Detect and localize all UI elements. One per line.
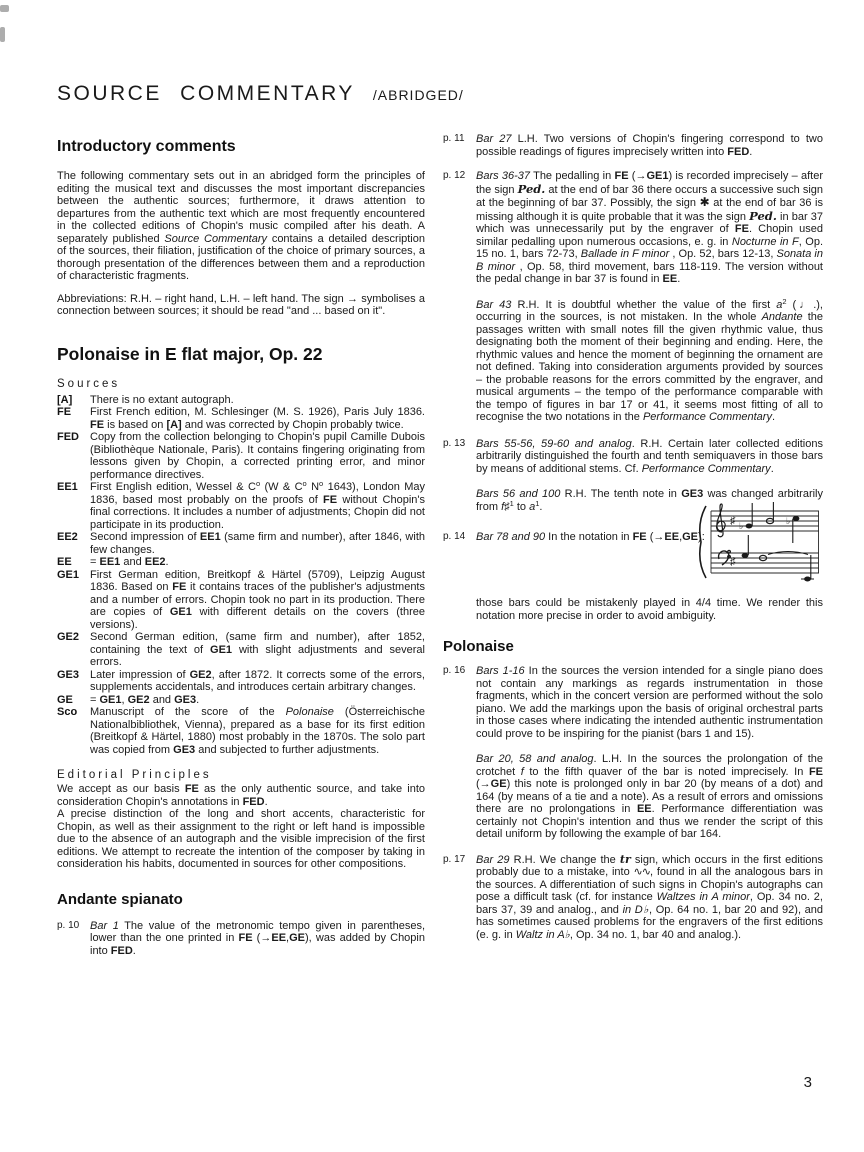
source-siglum: FED xyxy=(57,431,79,443)
source-siglum: GE2 xyxy=(57,631,80,643)
source-siglum: GE xyxy=(57,693,73,706)
source-description: There is no extant autograph. xyxy=(90,393,234,406)
note-text: Bar 29 R.H. We change the tr sign, which occurs in the first editions probably due to a mistake, into ∿∿, found in all the analogous bars in the sources. A differentiation of such signs in Chopin's autographs can pose a difficult task (cf. for instance Waltzes in A minor, Op. 34 no. 2, bars 37, 39 and analog., and in D♭, Op. 64 no. 1, bar 20 and 92), and has sometimes caused problems for the engravers of the first editions (e. g. in Waltz in A♭, Op. 34 no. 1, bar 40 and analog.). xyxy=(476,852,823,941)
note-head xyxy=(793,516,800,521)
note-block-p13 xyxy=(443,438,823,476)
source-siglum: EE2 xyxy=(57,531,78,543)
source-description: Second German edition, (same firm and number), after 1852, containing the text of GE1 with slight adjustments and several errors. xyxy=(90,631,425,668)
note-text: Bars 36-37 The pedalling in FE (→GE1) is recorded imprecisely – after the sign Ped. at the end of bar 36 there occurs a successive such sign at the beginning of bar 37. Possibly, the sign ✱ at the end of bar 36 is missing although it is quite probable that it was the sign Ped. in bar 37 which was unnecessarily put by the engraver of FE. Chopin used similar pedalling upon numerous occasions, e. g. in Nocturne in F, Op. 15 no. 1, bars 72-73, Ballade in F minor , Op. 52, bars 12-13, Sonata in B minor , Op. 58, third movement, bars 118-119. The version without the pedal change in bar 37 is found in EE. xyxy=(476,170,824,285)
treble-clef-icon xyxy=(717,504,726,537)
page-ref: p. 14 xyxy=(443,531,466,542)
source-description: Manuscript of the score of the Polonaise (Österreichische Nationalbibliothek, Vienna), prepared as a base for its first edition (Breitkopf & Härtel, 1880) most probably in the 1870s. The solo part was copied from GE3 and subjected to further adjustments. xyxy=(90,706,425,756)
page-ref: p. 10 xyxy=(57,919,80,931)
flat-sign: ♭ xyxy=(786,516,791,526)
source-siglum: FE xyxy=(57,406,72,418)
note-head xyxy=(742,553,749,558)
sources-heading: Sources xyxy=(57,377,121,390)
source-entry-GE3 xyxy=(57,669,425,694)
page-title-suffix: /ABRIDGED/ xyxy=(372,87,464,103)
source-description: = GE1, GE2 and GE3. xyxy=(90,693,200,706)
music-example-bar78 xyxy=(693,497,823,593)
sharp-sign: ♯ xyxy=(730,556,736,568)
left-column xyxy=(57,138,425,957)
note-text: Bars 1-16 In the sources the version intended for a single piano does not contain any markings as regards instrumentation in those fragments, which in the concert version are performed without the solo piano. We add the markings upon the basis of original orchestral parts in those cases where indicating the intended authentic instrumentation could prove to be inspiring for the pianist (bars 1 and 15). xyxy=(476,665,823,740)
sharp-sign: ♯ xyxy=(730,515,736,527)
page-ref: p. 13 xyxy=(443,437,466,449)
source-description: First English edition, Wessel & $C^o$ (W & $C^o$ $N^o$ 1643), London May 1836, based most probably on the proofs of FE without Chopin's final corrections. It includes a number of adjustments; Chopin did not participate in its production. xyxy=(90,479,426,531)
editorial-principles-heading: Editorial Principles xyxy=(57,769,212,781)
sources-list xyxy=(57,394,425,757)
source-entry-EE1 xyxy=(57,481,425,531)
note-head xyxy=(804,577,811,582)
note-head xyxy=(746,524,753,529)
source-siglum: EE xyxy=(57,556,72,568)
source-entry-GE xyxy=(57,694,425,707)
source-siglum: GE1 xyxy=(57,568,80,581)
page-ref: p. 12 xyxy=(443,170,466,181)
source-description: = EE1 and EE2. xyxy=(90,556,169,568)
source-entry-FE xyxy=(57,406,425,431)
source-siglum: EE1 xyxy=(57,481,78,493)
page-title-main: SOURCE COMMENTARY xyxy=(57,82,355,105)
source-siglum: [A] xyxy=(57,393,73,406)
note-block-p12 xyxy=(443,170,823,286)
intro-heading: Introductory comments xyxy=(57,138,236,155)
source-entry-EE2 xyxy=(57,531,425,556)
source-siglum: Sco xyxy=(57,706,78,718)
note-block-bar43 xyxy=(443,296,823,424)
intro-paragraph: The following commentary sets out in an abridged form the principles of editing the musical text and discusses the most important discrepancies between the authentic sources; furthermore, it draws attention to departures from the authentic text which are most frequently encountered in the collected editions of Chopin's music compiled after his death. A separately published Source Commentary contains a detailed description of the sources, their filiation, justification of the choice of primary sources, a thorough presentation of the differences between them and a reproduction of characteristic fragments. xyxy=(57,170,425,282)
note-text: Bar 43 R.H. It is doubtful whether the value of the first $a^2$ (♩.), occurring in the sources, is not mistaken. In the whole Andante the passages written with small notes fill the given rhythmic value, thus designating both the moment of their beginning and ending. Here, the rhythmic values and hence the moment of beginning the ornament are not defined. Taking into consideration arguments provided by sources – the probable reasons for the errors committed by the engraver, and musical arguments – the tempo of the performance comparable with the tempo of figures in bar 17 or 41, it seems most fitting of all to recognise the two notations in the Performance Commentary. xyxy=(476,296,823,423)
note-block-bar20-58 xyxy=(443,753,823,841)
page-ref: p. 16 xyxy=(443,665,466,676)
source-description: Second impression of EE1 (same firm and number), after 1846, with few changes. xyxy=(90,531,425,556)
source-description: Later impression of GE2, after 1872. It corrects some of the errors, supplements accidentals, and introduces certain arbitrary changes. xyxy=(90,668,425,693)
scan-artifact xyxy=(0,27,5,42)
page-ref: p. 11 xyxy=(443,133,465,144)
source-entry-Sco xyxy=(57,706,425,756)
andante-spianato-heading: Andante spianato xyxy=(57,890,183,908)
polonaise-heading: Polonaise xyxy=(443,638,514,655)
page-title xyxy=(57,82,464,106)
editorial-paragraph-2: A precise distinction of the long and short accents, characteristic for Chopin, as well as their assignment to the right or left hand is impossible due to the absence of an autograph and the visible imprecision of the first editions. We attempt to recreate the intention of the composer by taking in consideration his habits, documented in sources for other compositions. xyxy=(57,808,425,870)
note-block-p10 xyxy=(57,920,425,958)
source-entry-FED xyxy=(57,431,425,481)
editorial-paragraph-1: We accept as our basis FE as the only authentic source, and take into consideration Chopin's annotations in FED. xyxy=(57,783,425,808)
source-description: Copy from the collection belonging to Chopin's pupil Camille Dubois (Bibliothèque Nationale, Paris). It contains fingering originating from lessons given by Chopin, a corrected printing error, and minor performance directives. xyxy=(90,431,425,481)
scan-artifact xyxy=(0,5,9,12)
note-text: Bars 56 and 100 R.H. The tenth note in GE3 was changed arbitrarily from f♯$^1$ to $a^1$. xyxy=(476,488,824,513)
abbreviations-paragraph: Abbreviations: R.H. – right hand, L.H. – left hand. The sign → symbolises a connection between sources; it should be read "and ... based on it". xyxy=(57,292,425,317)
note-block-bar78-continuation xyxy=(443,597,823,622)
note-text: those bars could be mistakenly played in 4/4 time. We render this notation more precise in order to avoid ambiguity. xyxy=(476,597,823,622)
right-column xyxy=(443,133,823,941)
source-siglum: GE3 xyxy=(57,668,80,681)
page-number: 3 xyxy=(803,1074,812,1091)
source-entry-A xyxy=(57,394,425,407)
source-entry-GE1 xyxy=(57,569,425,632)
note-text: Bar 20, 58 and analog. L.H. In the sources the prolongation of the crotchet f to the fifth quaver of the bar is noted imprecisely. In FE (→GE) this note is prolonged only in bar 20 (by means of a dot) and 164 (by means of a tie and a note). As a result of errors and omissions there are no prolongations in EE. Performance differentiation was certainly not Chopin's intention and thus we render the script of this detail uniform by following the example of bar 164. xyxy=(476,753,823,840)
note-text: Bars 55-56, 59-60 and analog. R.H. Certain later collected editions arbitrarily distinguished the fourth and tenth semiquavers in those bars by means of additional stems. Cf. Performance Commentary. xyxy=(476,437,823,475)
flat-sign: ♭ xyxy=(739,521,744,531)
work-heading: Polonaise in E flat major, Op. 22 xyxy=(57,343,323,364)
source-description: First German edition, Breitkopf & Härtel (5709), Leipzig August 1836. Based on FE it contains traces of the publisher's adjustments and a number of errors. Chopin took no part in its production. There are copies of GE1 with different details on the covers (three versions). xyxy=(90,568,425,631)
source-description: First French edition, M. Schlesinger (M. S. 1926), Paris July 1836. FE is based on [A] and was corrected by Chopin probably twice. xyxy=(90,406,425,431)
note-text: Bar 78 and 90 In the notation in FE (→EE,GE): xyxy=(476,531,705,543)
source-entry-GE2 xyxy=(57,631,425,669)
page-ref: p. 17 xyxy=(443,853,466,865)
note-text: Bar 27 L.H. Two versions of Chopin's fingering correspond to two possible readings of figures imprecisely written into FED. xyxy=(476,133,823,158)
note-block-p16 xyxy=(443,665,823,740)
source-entry-EE xyxy=(57,556,425,569)
note-block-p14 xyxy=(443,515,823,589)
note-block-p17 xyxy=(443,854,823,942)
note-block-p11 xyxy=(443,133,823,158)
note-text: Bar 1 The value of the metronomic tempo given in parentheses, lower than the one printed in FE (→EE,GE), was added by Chopin into FED. xyxy=(90,919,425,957)
